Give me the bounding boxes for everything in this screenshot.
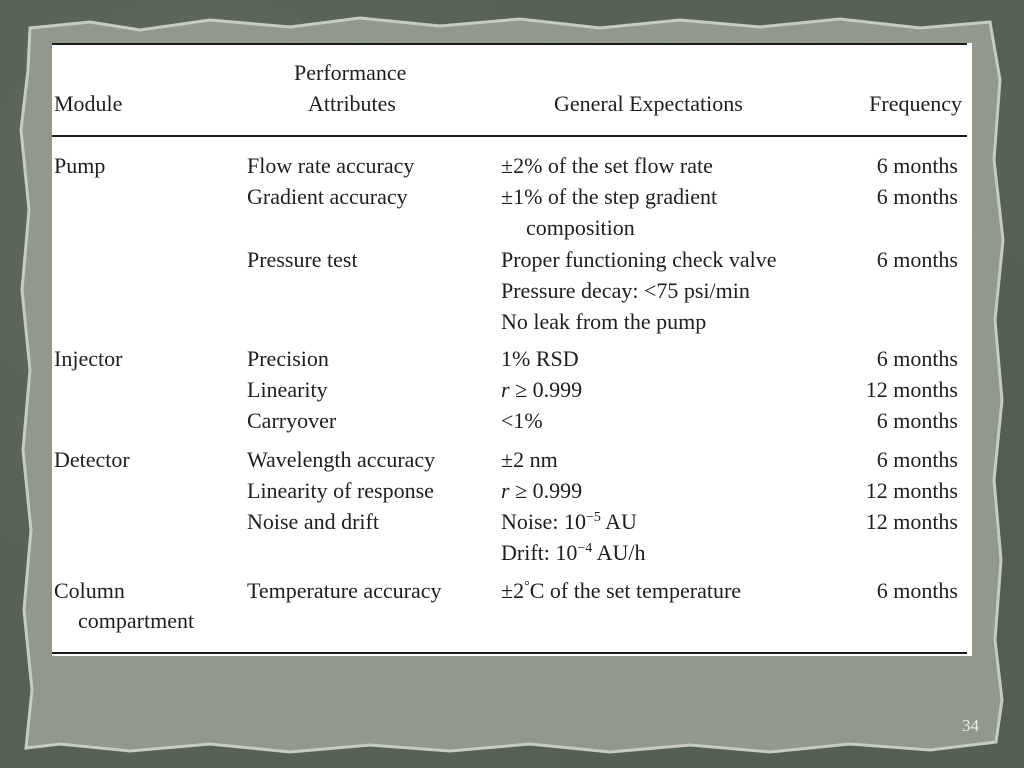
exp-drift-label: Drift: 10: [501, 540, 578, 565]
attr-temperature: Temperature accuracy: [247, 578, 442, 603]
exp-linearity-response-value: ≥ 0.999: [509, 478, 583, 503]
exp-gradient-line2: composition: [526, 215, 635, 240]
attr-flow-rate: Flow rate accuracy: [247, 153, 415, 178]
exp-linearity-response: [501, 480, 582, 502]
attr-linearity: Linearity: [247, 377, 328, 402]
exp-noise-exponent: −5: [585, 510, 601, 525]
module-pump: Pump: [54, 153, 106, 178]
header-expectations: General Expectations: [554, 91, 743, 116]
exp-temperature-text: C of the set temperature: [529, 578, 742, 603]
attr-noise-drift: Noise and drift: [247, 509, 379, 534]
table-top-rule: [52, 43, 967, 45]
table-bottom-rule: [52, 652, 967, 654]
exp-pressure-line1: Proper functioning check valve: [501, 247, 777, 272]
exp-carryover: <1%: [501, 408, 543, 433]
exp-linearity-value: ≥ 0.999: [509, 377, 583, 402]
exp-linearity-variable: r: [501, 377, 510, 402]
exp-flow-rate: ±2% of the set flow rate: [501, 153, 713, 178]
freq-linearity: 12 months: [865, 377, 958, 402]
module-injector: Injector: [54, 346, 123, 371]
attr-precision: Precision: [247, 346, 329, 371]
freq-carryover: 6 months: [876, 408, 958, 433]
exp-temperature-degree: °: [524, 579, 530, 594]
exp-gradient-line1: ±1% of the step gradient: [501, 184, 718, 209]
exp-noise-label: Noise: 10: [501, 509, 586, 534]
expectations-table: [52, 43, 972, 656]
exp-drift-unit: AU/h: [592, 540, 646, 565]
exp-wavelength: ±2 nm: [501, 447, 558, 472]
attr-wavelength: Wavelength accuracy: [247, 447, 436, 472]
exp-pressure-line2: Pressure decay: <75 psi/min: [501, 278, 750, 303]
freq-gradient: 6 months: [876, 184, 958, 209]
freq-temperature: 6 months: [876, 578, 958, 603]
module-column-line1: Column: [54, 578, 125, 603]
header-attributes-line1: Performance: [294, 60, 407, 85]
module-detector: Detector: [54, 447, 130, 472]
attr-pressure-test: Pressure test: [247, 247, 358, 272]
freq-precision: 6 months: [876, 346, 958, 371]
exp-drift-exponent: −4: [577, 541, 593, 556]
slide-page-number: 34: [962, 716, 979, 735]
exp-linearity: [501, 379, 582, 401]
exp-temperature-value: ±2: [501, 578, 525, 603]
header-module: Module: [54, 91, 123, 116]
exp-temperature: [501, 580, 741, 602]
header-attributes-line2: Attributes: [308, 91, 396, 116]
freq-noise-drift: 12 months: [865, 509, 958, 534]
freq-linearity-response: 12 months: [865, 478, 958, 503]
exp-linearity-response-variable: r: [501, 478, 510, 503]
attr-linearity-response: Linearity of response: [247, 478, 434, 503]
freq-flow-rate: 6 months: [876, 153, 958, 178]
exp-noise-unit: AU: [600, 509, 637, 534]
exp-precision: 1% RSD: [501, 346, 579, 371]
freq-pressure: 6 months: [876, 247, 958, 272]
attr-carryover: Carryover: [247, 408, 337, 433]
header-frequency: Frequency: [869, 91, 962, 116]
exp-drift: [501, 542, 645, 564]
freq-wavelength: 6 months: [876, 447, 958, 472]
module-column-line2: compartment: [78, 608, 195, 633]
attr-gradient: Gradient accuracy: [247, 184, 408, 209]
exp-pressure-line3: No leak from the pump: [501, 309, 707, 334]
table-header-rule: [52, 135, 967, 137]
exp-noise: [501, 511, 637, 533]
